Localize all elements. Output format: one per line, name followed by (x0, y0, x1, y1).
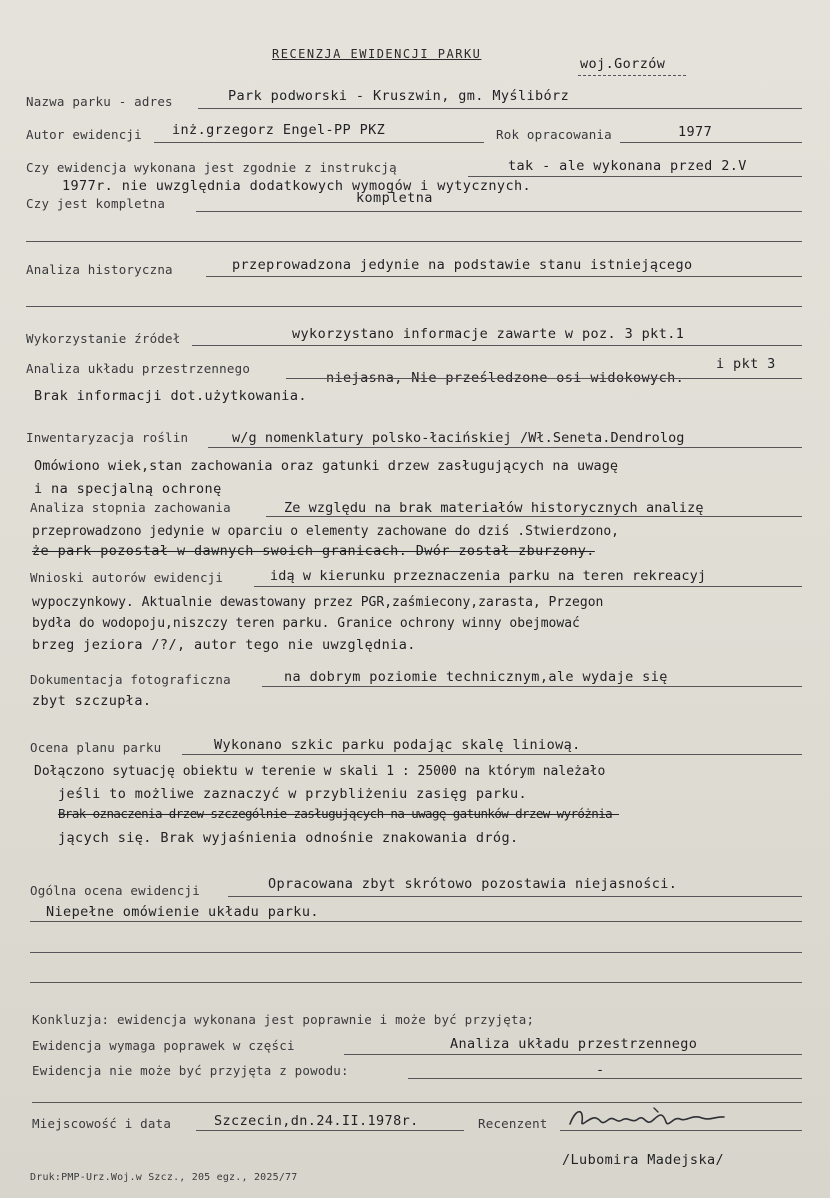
spatial-label: Analiza układu przestrzennego (26, 361, 251, 376)
conclusions-value-1: idą w kierunku przeznaczenia parku na teren rekreacyj (270, 568, 707, 584)
historical-line (206, 276, 802, 277)
preservation-value-2: przeprowadzono jedynie w oparciu o elementy zachowane do dziś .Stwierdzono, (32, 524, 619, 539)
conclusion-label-1: Konkluzja: ewidencja wykonana jest poprawnie i może być przyjęta; (32, 1012, 535, 1027)
photo-value-2: zbyt szczupła. (32, 693, 152, 709)
year-value: 1977 (678, 124, 713, 140)
plan-line (182, 754, 802, 755)
conclusions-value-3: bydła do wodopoju,niszczy teren parku. Granice ochrony winny obejmować (32, 616, 580, 631)
conclusion-value-3: - (596, 1062, 605, 1078)
preservation-label: Analiza stopnia zachowania (30, 500, 231, 515)
preservation-value-3: że park pozostał w dawnych swoich granicach. Dwór został zburzony. (32, 543, 595, 559)
instruction-value-2: 1977r. nie uwzględnia dodatkowych wymogów i wytycznych. (62, 178, 532, 194)
conclusion-label-2: Ewidencja wymaga poprawek w części (32, 1038, 295, 1053)
place-date-value: Szczecin,dn.24.II.1978r. (214, 1113, 419, 1129)
form-title: RECENZJA EWIDENCJI PARKU (272, 47, 482, 61)
photo-label: Dokumentacja fotograficzna (30, 672, 231, 687)
place-date-label: Miejscowość i data (32, 1116, 172, 1131)
conclusion-line-3 (408, 1078, 802, 1079)
complete-line (196, 211, 802, 212)
author-value: inż.grzegorz Engel-PP PKZ (172, 122, 386, 138)
reviewer-label: Recenzent (478, 1116, 548, 1131)
instruction-line (468, 176, 802, 177)
plan-label: Ocena planu parku (30, 740, 162, 755)
place-date-line (196, 1130, 464, 1131)
park-name-label: Nazwa parku - adres (26, 94, 173, 109)
historical-value: przeprowadzona jedynie na podstawie stanu istniejącego (232, 257, 693, 273)
blank-line-2 (26, 306, 802, 307)
park-name-line (198, 108, 802, 109)
conclusion-line-2 (344, 1054, 802, 1055)
sources-value: wykorzystano informacje zawarte w poz. 3 pkt.1 (292, 326, 685, 342)
plan-value-3: jeśli to możliwe zaznaczyć w przybliżeniu zasięg parku. (58, 786, 528, 802)
plants-label: Inwentaryzacja roślin (26, 430, 189, 445)
plan-value-1: Wykonano szkic parku podając skalę liniową. (214, 737, 581, 753)
blank-line-1 (26, 241, 802, 242)
conclusion-value-2: Analiza układu przestrzennego (450, 1036, 698, 1052)
voivodeship-value: woj.Gorzów (580, 56, 666, 72)
complete-label: Czy jest kompletna (26, 196, 166, 211)
preservation-line (266, 516, 802, 517)
overall-line (228, 896, 802, 897)
author-label: Autor ewidencji (26, 127, 142, 142)
conclusions-label: Wnioski autorów ewidencji (30, 570, 224, 585)
author-line (154, 142, 484, 143)
overall-value-2: Niepełne omówienie układu parku. (46, 904, 319, 920)
conclusion-label-3: Ewidencja nie może być przyjęta z powodu: (32, 1063, 349, 1078)
plan-value-4: Brak oznaczenia drzew szczególnie zasługujących na uwagę gatunków drzew wyróżnia- (58, 806, 619, 821)
blank-line-4 (30, 982, 802, 983)
spatial-value-2: niejasna, Nie prześledzone osi widokowych. (326, 370, 685, 386)
preservation-value-1: Ze względu na brak materiałów historycznych analizę (284, 500, 704, 516)
photo-line (262, 686, 802, 687)
plants-value-1: w/g nomenklatury polsko-łacińskiej /Wł.Seneta.Dendrolog (232, 430, 685, 446)
reviewer-signature (562, 1102, 732, 1136)
print-info: Druk:PMP-Urz.Woj.w Szcz., 205 egz., 2025/77 (30, 1172, 298, 1183)
conclusions-line (254, 586, 802, 587)
overall-value-1: Opracowana zbyt skrótowo pozostawia niejasności. (268, 876, 678, 892)
historical-label: Analiza historyczna (26, 262, 173, 277)
conclusions-value-4: brzeg jeziora /?/, autor tego nie uwzględnia. (32, 637, 416, 653)
reviewer-name: /Lubomira Madejska/ (562, 1152, 725, 1168)
plan-value-2: Dołączono sytuację obiektu w terenie w skali 1 : 25000 na którym należało (34, 764, 606, 779)
photo-value-1: na dobrym poziomie technicznym,ale wydaje się (284, 669, 668, 685)
conclusions-value-2: wypoczynkowy. Aktualnie dewastowany przez PGR,zaśmiecony,zarasta, Przegon (32, 595, 604, 610)
sources-label: Wykorzystanie źródeł (26, 331, 181, 346)
spatial-value-1: i pkt 3 (716, 356, 776, 372)
plants-value-3: i na specjalną ochronę (34, 481, 222, 497)
blank-line-3 (30, 952, 802, 953)
plan-value-5: jących się. Brak wyjaśnienia odnośnie znakowania dróg. (58, 830, 519, 846)
year-label: Rok opracowania (496, 127, 612, 142)
spatial-line (286, 378, 802, 379)
park-name-value: Park podworski - Kruszwin, gm. Myślibórz (228, 88, 570, 104)
instruction-value-1: tak - ale wykonana przed 2.V (508, 158, 747, 174)
complete-value: kompletna (356, 190, 433, 206)
spatial-value-3: Brak informacji dot.użytkowania. (34, 388, 307, 404)
sources-line (192, 345, 802, 346)
plants-line (208, 447, 802, 448)
overall-label: Ogólna ocena ewidencji (30, 883, 200, 898)
year-line (620, 142, 802, 143)
plants-value-2: Omówiono wiek,stan zachowania oraz gatunki drzew zasługujących na uwagę (34, 458, 619, 474)
instruction-label: Czy ewidencja wykonana jest zgodnie z instrukcją (26, 160, 397, 175)
voivodeship-underline (578, 75, 686, 76)
overall-line-2 (30, 921, 802, 922)
